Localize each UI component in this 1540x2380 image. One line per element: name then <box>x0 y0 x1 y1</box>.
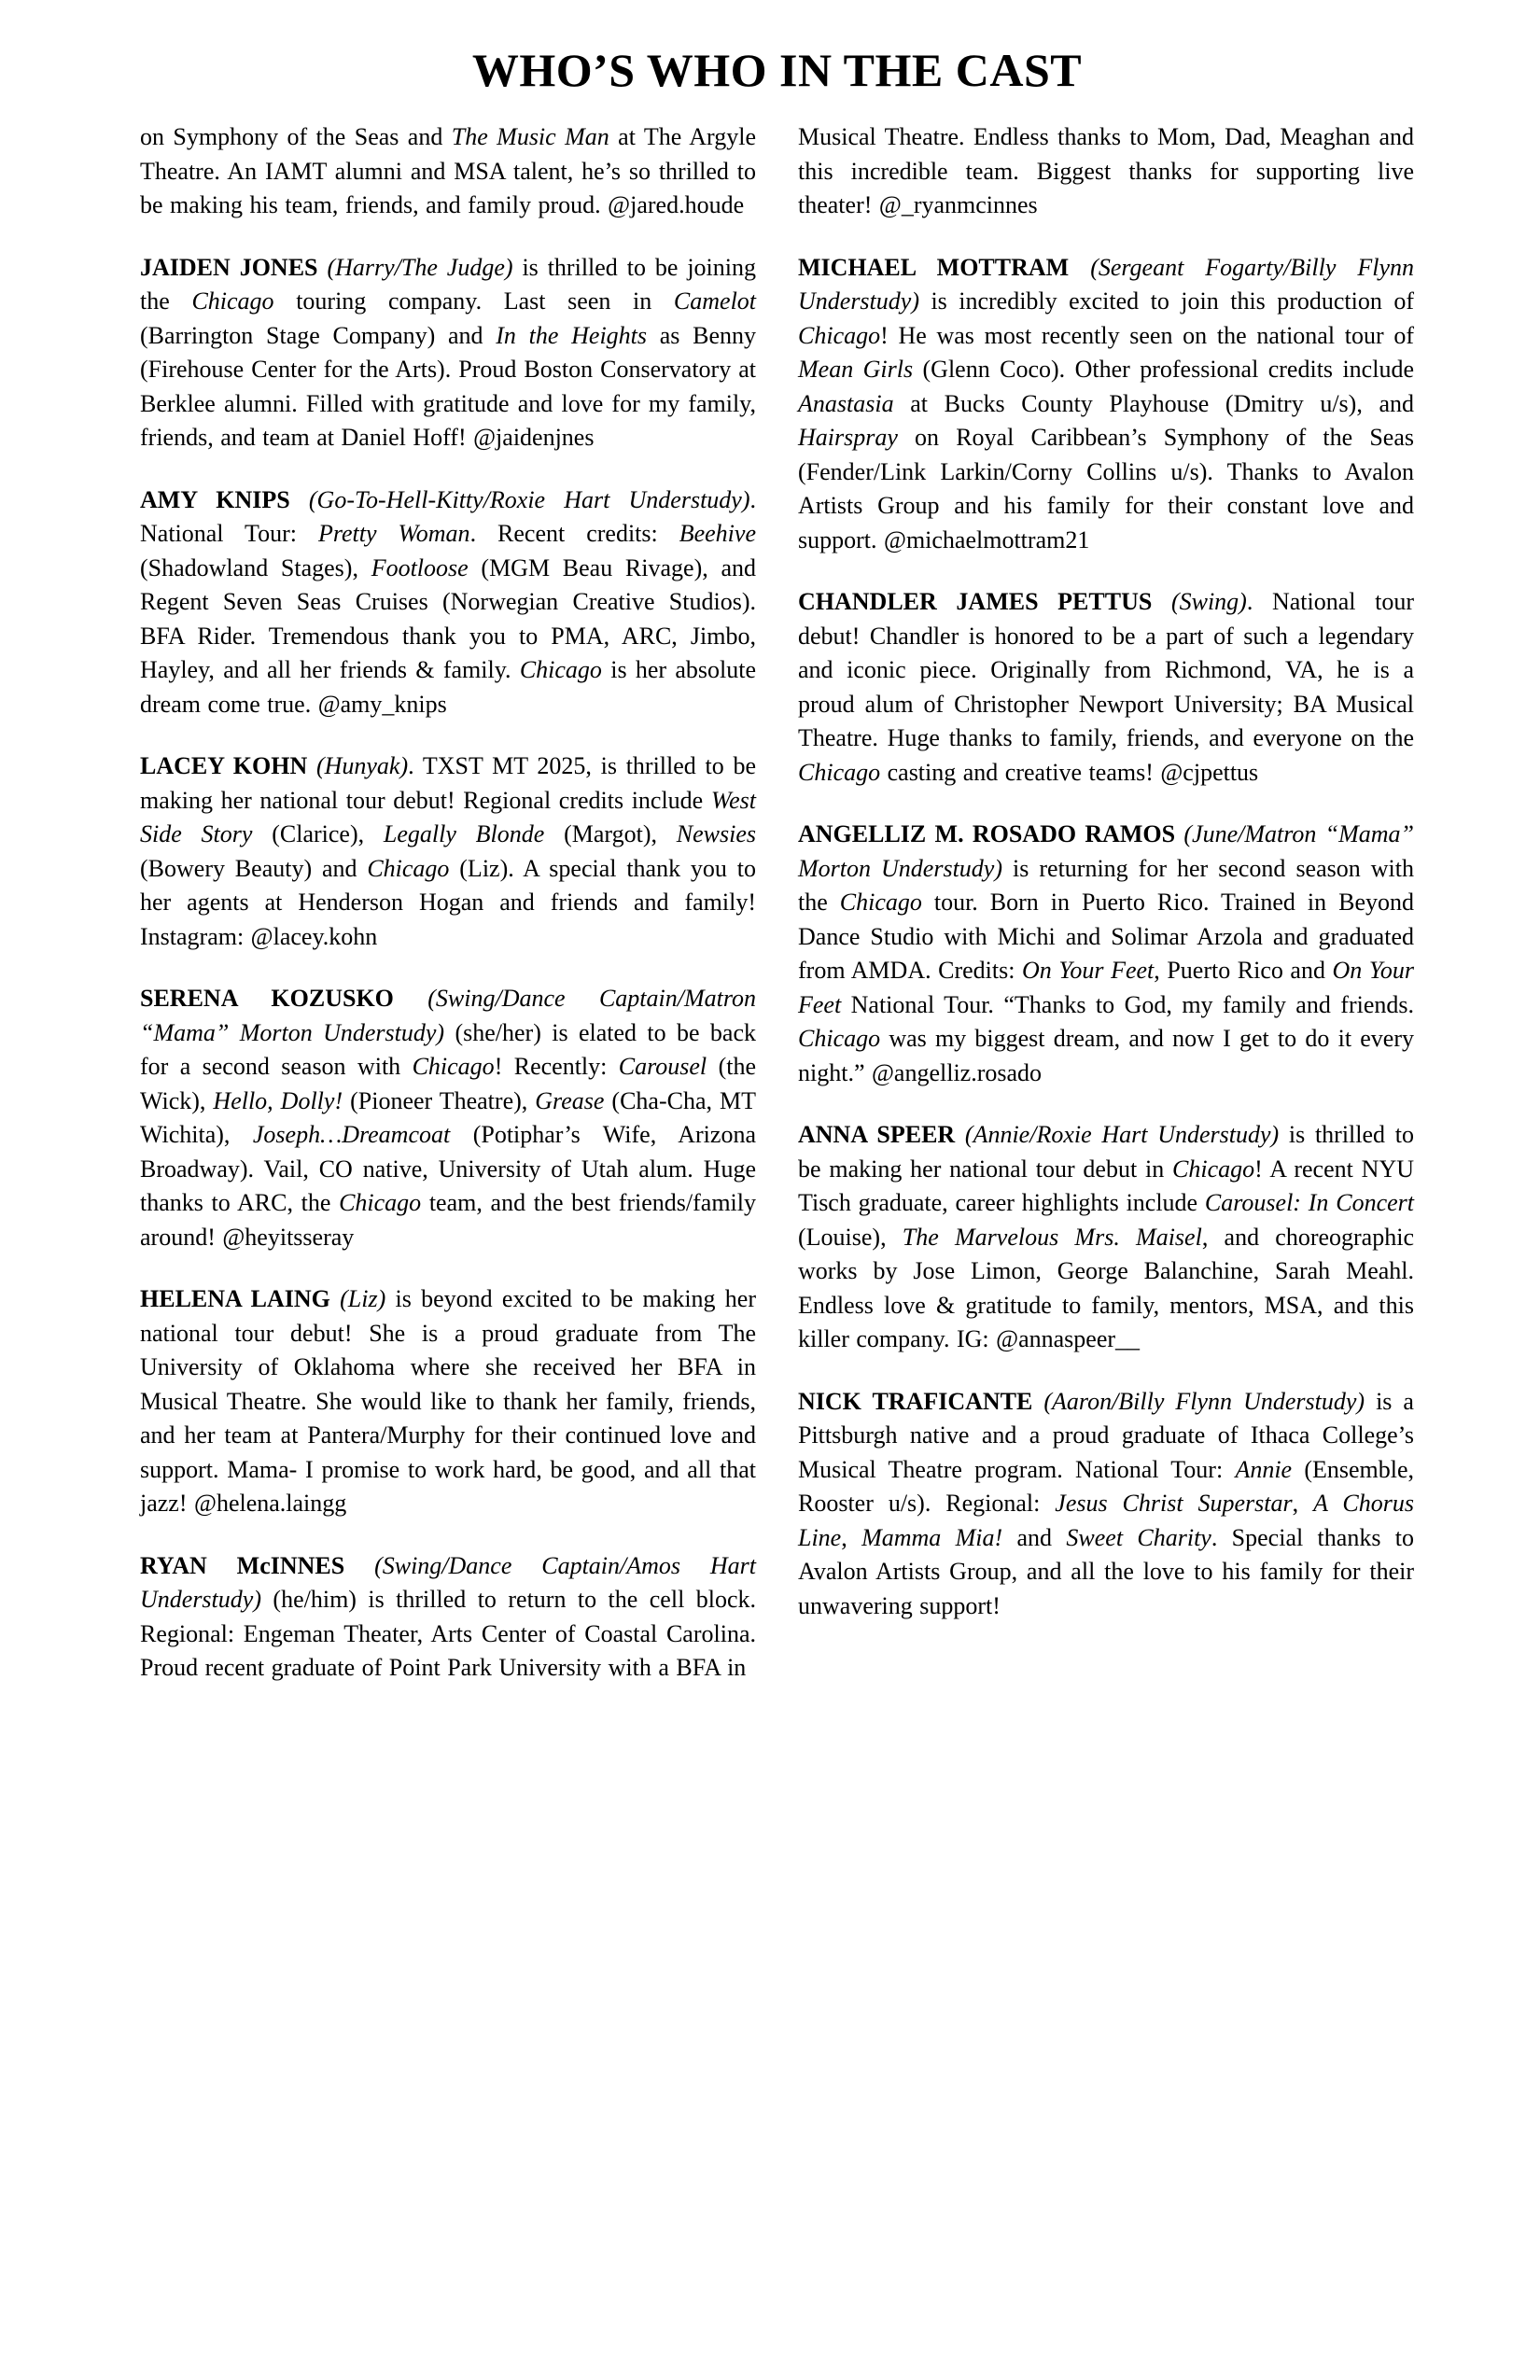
italic-title: Carousel <box>618 1053 707 1080</box>
italic-title: (Swing/Dance Captain/Matron “Mama” Morton Understudy) <box>140 985 756 1046</box>
bio-paragraph <box>140 1282 756 1521</box>
italic-title: Mean Girls <box>798 356 914 383</box>
bio-paragraph <box>798 1385 1414 1624</box>
cast-member-name: AMY KNIPS <box>140 485 309 513</box>
italic-title: West Side Story <box>140 786 756 847</box>
bio-text: (Clarice), <box>252 820 384 847</box>
italic-title: Chicago <box>839 889 922 916</box>
italic-title: Legally Blonde <box>383 820 545 847</box>
bio-text: is beyond excited to be making her national tour debut! She is a proud graduate from The University of Oklahoma where she received her BFA in Musical Theatre. She would like to thank her family, friends, and her team at Pantera/Murphy for their continued love and support. Mama- I promise to work hard, be good, and all that jazz! @helena.laingg <box>140 1285 756 1517</box>
bio-text: (Ensemble, Rooster u/s). Regional: <box>798 1455 1415 1517</box>
italic-title: Chicago <box>519 656 602 683</box>
italic-title: Joseph…Dreamcoat <box>252 1121 451 1148</box>
italic-title: Chicago <box>1172 1155 1255 1183</box>
italic-title: (Aaron/Billy Flynn Understudy) <box>1043 1387 1365 1415</box>
italic-title: Beehive <box>679 520 756 547</box>
bio-text: (MGM Beau Rivage), and Regent Seven Seas Cruises (Norwegian Creative Studios). BFA Rider. Tremendous thank you to PMA, ARC, Jimbo, Hayley, and all her friends & family. <box>140 553 756 683</box>
bio-paragraph <box>798 251 1414 558</box>
italic-title: The Music Man <box>451 123 609 150</box>
bio-text: as Benny (Firehouse Center for the Arts). Proud Boston Conservatory at Berklee alumni. Filled with gratitude and love for my family, friends, and team at Daniel Hoff! @jaidenjnes <box>140 321 756 451</box>
italic-title: In the Heights <box>496 321 648 349</box>
bio-paragraph <box>798 818 1414 1090</box>
bio-text: and <box>1002 1523 1067 1551</box>
italic-title: Chicago <box>798 321 881 349</box>
bio-text: (Shadowland Stages), <box>140 553 371 581</box>
bio-text: (Cha-Cha, MT Wichita), <box>140 1086 756 1148</box>
bio-text: ! He was most recently seen on the national tour of <box>880 321 1414 349</box>
italic-title: Hairspray <box>798 424 898 451</box>
bio-text: is her absolute dream come true. @amy_knips <box>140 656 756 718</box>
italic-title: Chicago <box>191 287 274 315</box>
bio-text: (she/her) is elated to be back for a second season with <box>140 1018 756 1080</box>
cast-member-name: SERENA KOZUSKO <box>140 985 428 1012</box>
italic-title: On Your Feet <box>1022 957 1155 984</box>
bio-paragraph <box>798 1118 1414 1357</box>
bio-text: . National tour debut! Chandler is honored to be a part of such a legendary and iconic piece. Originally from Richmond, VA, he is a proud alum of Christopher Newport University; BA Musical Theatre. Huge thanks to family, friends, and everyone on the <box>798 588 1414 751</box>
bio-paragraph <box>798 585 1414 790</box>
italic-title: (Swing/Dance Captain/Amos Hart Understudy) <box>140 1551 756 1613</box>
bio-text: touring company. Last seen in <box>273 287 674 315</box>
italic-title: Anastasia <box>798 389 894 417</box>
bio-text: National Tour. “Thanks to God, my family and friends. <box>841 990 1414 1018</box>
cast-member-name: ANNA SPEER <box>798 1121 965 1148</box>
left-column <box>140 120 756 1714</box>
bio-text: ! A recent NYU Tisch graduate, career highlights include <box>798 1155 1414 1216</box>
bio-text: is thrilled to be joining the <box>140 253 756 315</box>
bio-text: (Bowery Beauty) and <box>140 854 368 882</box>
italic-title: Chicago <box>412 1053 495 1080</box>
bio-text: at Bucks County Playhouse (Dmitry u/s), and <box>893 389 1414 417</box>
italic-title: Footloose <box>371 553 469 581</box>
cast-member-name: NICK TRAFICANTE <box>798 1387 1044 1415</box>
bio-text: is returning for her second season with the <box>798 854 1414 916</box>
bio-text: , and choreographic works by Jose Limon, George Balanchine, Sarah Meahl. Endless love & gratitude to family, mentors, MSA, and this killer company. IG: @annaspeer__ <box>798 1223 1414 1352</box>
italic-title: (Go-To-Hell-Kitty/Roxie Hart Understudy) <box>308 485 750 513</box>
italic-title: Jesus Christ Superstar <box>1055 1490 1293 1517</box>
bio-text: . Recent credits: <box>469 520 679 547</box>
italic-title: Annie <box>1235 1455 1293 1483</box>
italic-title: A Chorus Line <box>798 1490 1414 1551</box>
bio-paragraph <box>140 749 756 954</box>
italic-title: (Hunyak) <box>315 752 409 779</box>
bio-text: casting and creative teams! @cjpettus <box>880 758 1259 786</box>
bio-text: Musical Theatre. Endless thanks to Mom, Dad, Meaghan and this incredible team. Biggest thanks for supporting live theater! @_ryanmcinnes <box>798 123 1414 218</box>
italic-title: Chicago <box>339 1189 422 1216</box>
cast-member-name: HELENA LAING <box>140 1285 341 1312</box>
italic-title: (Sergeant Fogarty/Billy Flynn Understudy) <box>798 253 1414 315</box>
italic-title: Mamma Mia! <box>861 1523 1003 1551</box>
bio-text: (the Wick), <box>140 1053 756 1114</box>
bio-text: is thrilled to be making her national tour debut in <box>798 1121 1414 1183</box>
italic-title: Chicago <box>367 854 450 882</box>
bio-text: on Symphony of the Seas and <box>140 123 452 150</box>
bio-text: (Barrington Stage Company) and <box>140 321 497 349</box>
italic-title: Chicago <box>798 1025 881 1052</box>
italic-title: Sweet Charity <box>1066 1523 1211 1551</box>
bio-text: is incredibly excited to join this production of <box>918 287 1414 315</box>
bio-text: (Pioneer Theatre), <box>343 1086 536 1114</box>
cast-member-name: CHANDLER JAMES PETTUS <box>798 588 1171 615</box>
cast-member-name: RYAN McINNES <box>140 1551 375 1579</box>
bio-text: was my biggest dream, and now I get to do it every night.” @angelliz.rosado <box>798 1025 1414 1086</box>
italic-title: Pretty Woman <box>317 520 470 547</box>
bio-text: , Puerto Rico and <box>1154 957 1333 984</box>
italic-title: (Swing) <box>1170 588 1247 615</box>
italic-title: Hello, Dolly! <box>213 1086 343 1114</box>
bio-text: , <box>1292 1490 1314 1517</box>
bio-text: (Margot), <box>544 820 677 847</box>
bio-text: ! Recently: <box>494 1053 619 1080</box>
bio-text: team, and the best friends/family around! @heyitsseray <box>140 1189 756 1251</box>
bio-text: on Royal Caribbean’s Symphony of the Seas (Fender/Link Larkin/Corny Collins u/s). Thanks to Avalon Artists Group and his family for their constant love and support. @michaelmottram21 <box>798 424 1414 553</box>
italic-title: Chicago <box>798 758 881 786</box>
bio-paragraph <box>140 982 756 1254</box>
cast-member-name: LACEY KOHN <box>140 752 316 779</box>
right-column <box>798 120 1414 1714</box>
bio-text: (Liz). A special thank you to her agents at Henderson Hogan and friends and family! Instagram: @lacey.kohn <box>140 854 756 950</box>
italic-title: Carousel: In Concert <box>1204 1189 1414 1216</box>
two-column-layout <box>140 120 1414 1714</box>
bio-text: (Potiphar’s Wife, Arizona Broadway). Vail, CO native, University of Utah alum. Huge thanks to ARC, the <box>140 1121 756 1216</box>
bio-text: tour. Born in Puerto Rico. Trained in Beyond Dance Studio with Michi and Solimar Arzola and graduated from AMDA. Credits: <box>798 889 1415 984</box>
bio-text: at The Argyle Theatre. An IAMT alumni and MSA talent, he’s so thrilled to be making his team, friends, and family proud. @jared.houde <box>140 123 756 218</box>
page-title: WHO’S WHO IN THE CAST <box>471 44 1083 96</box>
bio-text: . TXST MT 2025, is thrilled to be making her national tour debut! Regional credits include <box>140 752 756 814</box>
bio-paragraph <box>140 251 756 455</box>
bio-text: is a Pittsburgh native and a proud graduate of Ithaca College’s Musical Theatre program. National Tour: <box>798 1387 1414 1483</box>
bio-paragraph <box>140 120 756 223</box>
italic-title: Newsies <box>676 820 756 847</box>
italic-title: (Annie/Roxie Hart Understudy) <box>964 1121 1280 1148</box>
bio-paragraph <box>140 1549 756 1686</box>
cast-member-name: ANGELLIZ M. ROSADO RAMOS <box>798 820 1184 847</box>
bio-paragraph <box>140 483 756 722</box>
italic-title: (Harry/The Judge) <box>327 253 513 281</box>
bio-text: (he/him) is thrilled to return to the cell block. Regional: Engeman Theater, Arts Center of Coastal Carolina. Proud recent graduate of Point Park University with a BFA in <box>140 1586 756 1681</box>
italic-title: Grease <box>535 1086 605 1114</box>
cast-member-name: MICHAEL MOTTRAM <box>798 253 1091 281</box>
cast-member-name: JAIDEN JONES <box>140 253 328 281</box>
italic-title: (June/Matron “Mama” Morton Understudy) <box>798 820 1414 882</box>
bio-text: (Glenn Coco). Other professional credits include <box>913 356 1414 383</box>
bio-text: . National Tour: <box>140 485 756 547</box>
italic-title: Camelot <box>673 287 757 315</box>
italic-title: The Marvelous Mrs. Maisel <box>902 1223 1202 1251</box>
bio-text: . Special thanks to Avalon Artists Group, and all the love to his family for their unwavering support! <box>798 1523 1414 1619</box>
bio-text: , <box>841 1523 862 1551</box>
bio-text: (Louise), <box>798 1223 903 1251</box>
italic-title: On Your Feet <box>798 957 1415 1018</box>
bio-paragraph <box>798 120 1414 223</box>
italic-title: (Liz) <box>340 1285 386 1312</box>
